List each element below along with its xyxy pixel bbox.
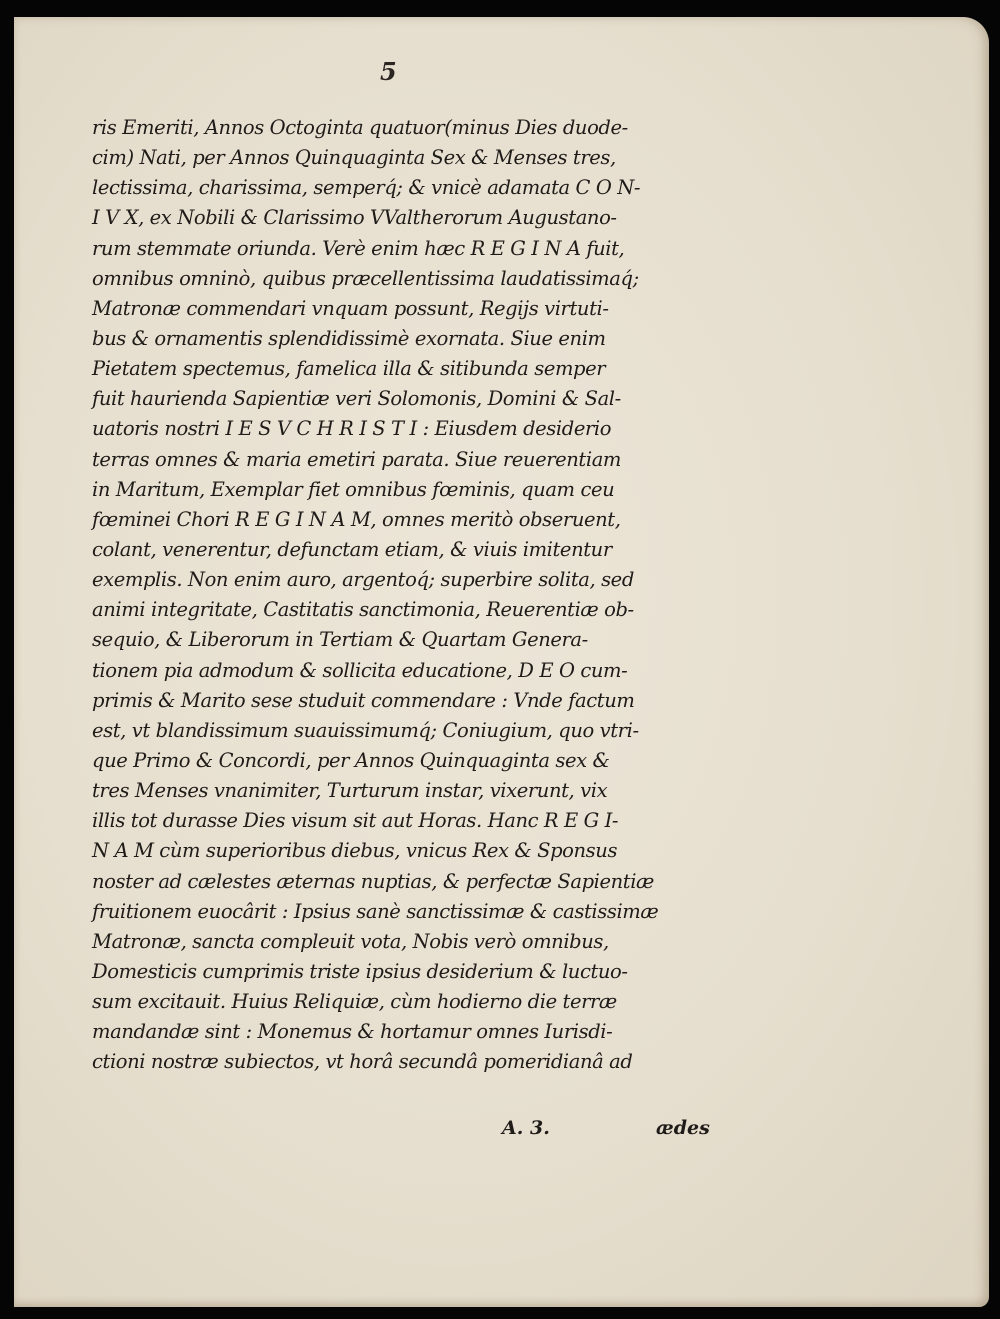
book-page <box>14 17 989 1307</box>
text-line: fruitionem euocârit : Ipsius sanè sanctissimæ & castissimæ <box>92 899 659 923</box>
text-line: I V X, ex Nobili & Clarissimo VValtherorum Augustano- <box>92 206 617 230</box>
text-line: in Maritum, Exemplar fiet omnibus fœminis, quam ceu <box>92 477 615 501</box>
text-line: exemplis. Non enim auro, argentoq́; superbire solita, sed <box>92 568 634 592</box>
text-line: N A M cùm superioribus diebus, vnicus Rex & Sponsus <box>92 839 618 863</box>
text-line: Matronæ commendari vnquam possunt, Regijs virtuti- <box>92 296 609 320</box>
text-line: rum stemmate oriunda. Verè enim hæc R E G I N A fuit, <box>92 236 625 260</box>
text-line: bus & ornamentis splendidissimè exornata. Siue enim <box>92 326 606 350</box>
text-line: primis & Marito sese studuit commendare : Vnde factum <box>92 688 635 712</box>
text-line: ctioni nostræ subiectos, vt horâ secundâ pomeridianâ ad <box>92 1050 633 1074</box>
text-line: Pietatem spectemus, famelica illa & sitibunda semper <box>92 357 606 381</box>
text-line: Domesticis cumprimis triste ipsius desiderium & luctuo- <box>92 959 628 983</box>
text-line: Matronæ, sancta compleuit vota, Nobis verò omnibus, <box>92 929 609 953</box>
text-line: cim) Nati, per Annos Quinquaginta Sex & Menses tres, <box>92 146 616 170</box>
body-text <box>92 113 732 1078</box>
page-number: 5 <box>380 57 397 86</box>
footer-line <box>92 1113 732 1143</box>
text-line: fuit haurienda Sapientiæ veri Solomonis, Domini & Sal- <box>92 387 621 411</box>
text-line: sequio, & Liberorum in Tertiam & Quartam Genera- <box>92 628 588 652</box>
text-line: fœminei Chori R E G I N A M, omnes meritò obseruent, <box>92 507 621 531</box>
text-line: illis tot durasse Dies visum sit aut Horas. Hanc R E G I- <box>92 809 619 833</box>
text-line: que Primo & Concordi, per Annos Quinquaginta sex & <box>92 748 610 772</box>
text-line: mandandæ sint : Monemus & hortamur omnes Iurisdi- <box>92 1020 613 1044</box>
text-line: sum excitauit. Huius Reliquiæ, cùm hodierno die terræ <box>92 990 617 1014</box>
signature-mark: A. 3. <box>502 1117 550 1139</box>
text-line: tres Menses vnanimiter, Turturum instar, vixerunt, vix <box>92 779 608 803</box>
text-line: animi integritate, Castitatis sanctimonia, Reuerentiæ ob- <box>92 598 634 622</box>
text-line: ris Emeriti, Annos Octoginta quatuor(minus Dies duode- <box>92 116 628 139</box>
text-line: lectissima, charissima, semperq́; & vnicè adamata C O N- <box>92 176 641 200</box>
text-line: colant, venerentur, defunctam etiam, & viuis imitentur <box>92 537 612 561</box>
text-line: noster ad cælestes æternas nuptias, & perfectæ Sapientiæ <box>92 869 654 893</box>
text-line: est, vt blandissimum suauissimumq́; Coniugium, quo vtri- <box>92 718 639 742</box>
text-line: uatoris nostri I E S V C H R I S T I : Eiusdem desiderio <box>92 417 612 441</box>
catchword: ædes <box>656 1117 710 1139</box>
text-line: tionem pia admodum & sollicita educatione, D E O cum- <box>92 658 628 682</box>
text-line: omnibus omninò, quibus præcellentissima laudatissimaq́; <box>92 266 639 290</box>
text-line: terras omnes & maria emetiri parata. Siue reuerentiam <box>92 447 622 471</box>
